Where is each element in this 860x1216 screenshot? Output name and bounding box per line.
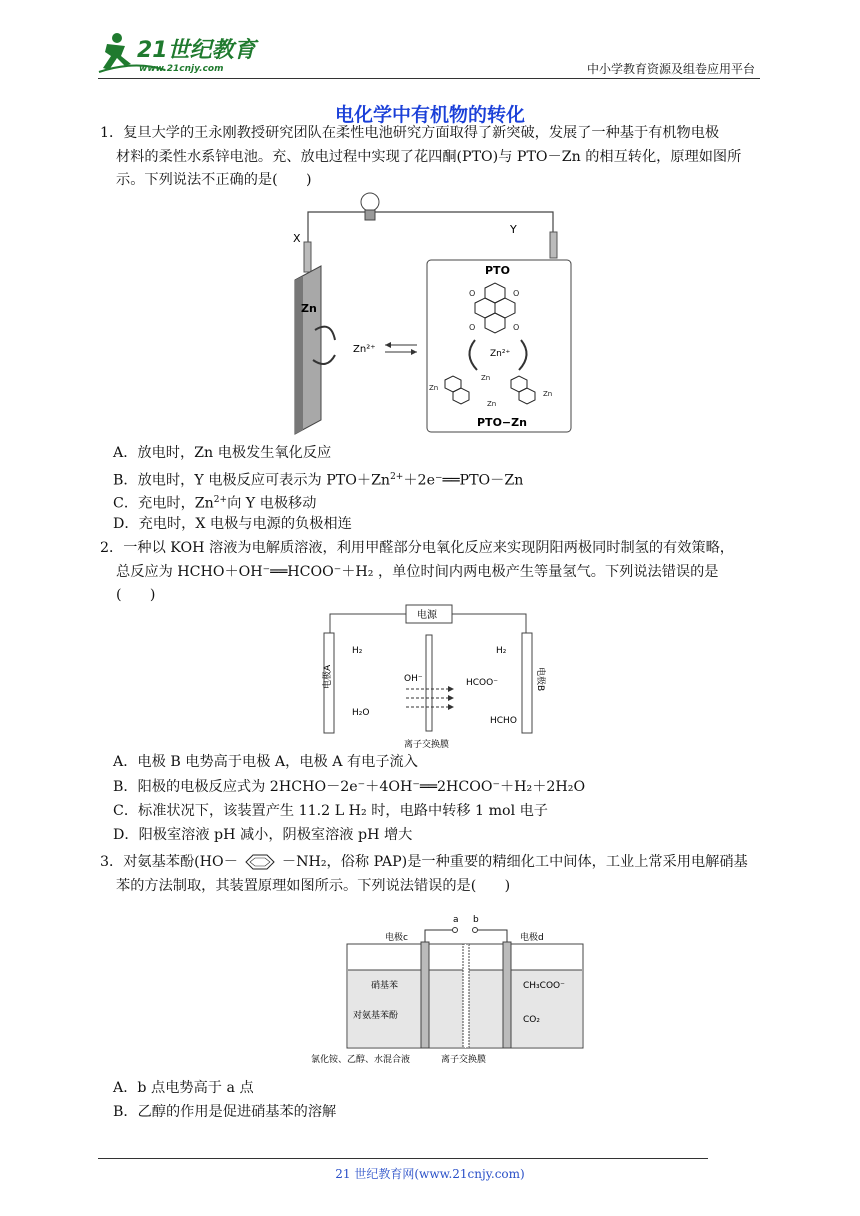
- q3-line2: 苯的方法制取，其装置原理如图所示。下列说法错误的是( ): [116, 877, 511, 894]
- label-zn-ion-2: Zn²⁺: [490, 349, 511, 359]
- site-logo: [95, 30, 260, 76]
- label-power: 电源: [417, 610, 437, 621]
- label-zn-ion: Zn²⁺: [353, 344, 376, 355]
- logo-name: 21世纪教育: [137, 38, 256, 63]
- q2-option-b: B．阳极的电极反应式为 2HCHO－2e⁻＋4OH⁻══2HCOO⁻＋H₂＋2H₂O: [113, 779, 586, 795]
- label-y: Y: [510, 223, 517, 236]
- label-b: b: [473, 915, 479, 925]
- svg-text:Zn: Zn: [487, 400, 497, 408]
- label-electrode-d: 电极d: [520, 933, 544, 943]
- label-h2-left: H₂: [352, 646, 363, 656]
- label-electrode-c: 电极c: [385, 933, 408, 943]
- q1-option-b: B．放电时，Y 电极反应可表示为 $PTO+Zn^{2+}+2e^-══PTO-Zn$: [113, 472, 524, 489]
- question-2: [100, 537, 770, 608]
- q2-option-d: D．阳极室溶液 pH 减小，阴极室溶液 pH 增大: [113, 827, 413, 843]
- q2-line1: 2．一种以 KOH 溶液为电解质溶液，利用甲醛部分电氧化反应来实现阴阳两极同时制氢的有效策略，: [100, 540, 734, 556]
- question-1: [100, 122, 770, 193]
- label-membrane-3: 离子交换膜: [441, 1055, 487, 1065]
- svg-text:O: O: [513, 323, 520, 332]
- label-zn: Zn: [301, 302, 317, 315]
- header-divider: [98, 78, 760, 79]
- logo-url: www.21cnjy.com: [139, 64, 224, 74]
- question-3: [100, 851, 770, 898]
- footer-divider: [98, 1158, 708, 1159]
- footer-text: 21 世纪教育网(www.21cnjy.com): [335, 1167, 525, 1181]
- q1-line1: 1．复旦大学的王永刚教授研究团队在柔性电池研究方面取得了新突破，发展了一种基于有机物电极: [100, 125, 720, 141]
- label-pto: PTO: [485, 264, 510, 277]
- label-electrode-b: 电极B: [535, 667, 545, 692]
- label-oh: OH⁻: [404, 674, 423, 684]
- platform-name: 中小学教育资源及组卷应用平台: [586, 62, 755, 76]
- q1-line3: 示。下列说法不正确的是( ): [116, 172, 312, 188]
- label-pap: 对氨基苯酚: [353, 1011, 399, 1021]
- q3-option-a: A．b 点电势高于 a 点: [113, 1080, 254, 1096]
- label-h2-right: H₂: [496, 646, 507, 656]
- q3-option-b: B．乙醇的作用是促进硝基苯的溶解: [113, 1104, 337, 1120]
- q2-figure: [310, 603, 550, 751]
- q2-line2: 总反应为 HCHO＋OH⁻══HCOO⁻＋H₂ ，单位时间内两电极产生等量氢气。下列说法错误的是: [116, 563, 719, 580]
- label-hcho: HCHO: [490, 716, 517, 726]
- q3-line1: 3．对氨基苯酚(HO－ －NH₂，俗称 PAP)是一种重要的精细化工中间体，工业上常采用电解硝基: [100, 854, 748, 870]
- q3-figure: [305, 912, 595, 1070]
- label-membrane-2: 离子交换膜: [404, 740, 450, 750]
- label-ch3coo: CH₃COO⁻: [523, 981, 565, 991]
- svg-text:Zn: Zn: [543, 390, 553, 398]
- q1-line2: 材料的柔性水系锌电池。充、放电过程中实现了花四酮(PTO)与 PTO－Zn 的相互转化，原理如图所: [116, 148, 742, 165]
- q2-option-a: A．电极 B 电势高于电极 A，电极 A 有电子流入: [113, 754, 418, 770]
- benzene-ring-icon: [238, 853, 282, 871]
- svg-text:Zn: Zn: [429, 384, 439, 392]
- label-hcoo: HCOO⁻: [466, 678, 498, 688]
- lightbulb-icon: [361, 193, 379, 220]
- label-pto-zn: PTO−Zn: [477, 416, 527, 429]
- label-co2: CO₂: [523, 1015, 540, 1025]
- q2-option-c: C．标准状况下，该装置产生 11.2 L H₂ 时，电路中转移 1 mol 电子: [113, 803, 548, 819]
- label-electrode-a: 电极A: [323, 664, 333, 689]
- label-solution: 氯化铵、乙醇、水混合液: [311, 1055, 411, 1065]
- q1-figure: [285, 190, 577, 438]
- label-x: X: [293, 232, 301, 245]
- svg-text:O: O: [469, 289, 476, 298]
- q1-option-c: C．充电时，$Zn^{2+}$向 Y 电极移动: [113, 495, 317, 512]
- label-nitrobenzene: 硝基苯: [371, 981, 399, 991]
- svg-text:O: O: [513, 289, 520, 298]
- q2-line3: ( ): [116, 587, 156, 603]
- q1-option-d: D．充电时，X 电极与电源的负极相连: [113, 516, 352, 532]
- svg-text:O: O: [469, 323, 476, 332]
- label-h2o: H₂O: [352, 708, 370, 718]
- svg-text:Zn: Zn: [481, 374, 491, 382]
- label-a: a: [453, 915, 459, 925]
- q1-option-a: A．放电时，Zn 电极发生氧化反应: [113, 445, 332, 461]
- page-title: 电化学中有机物的转化: [334, 104, 525, 126]
